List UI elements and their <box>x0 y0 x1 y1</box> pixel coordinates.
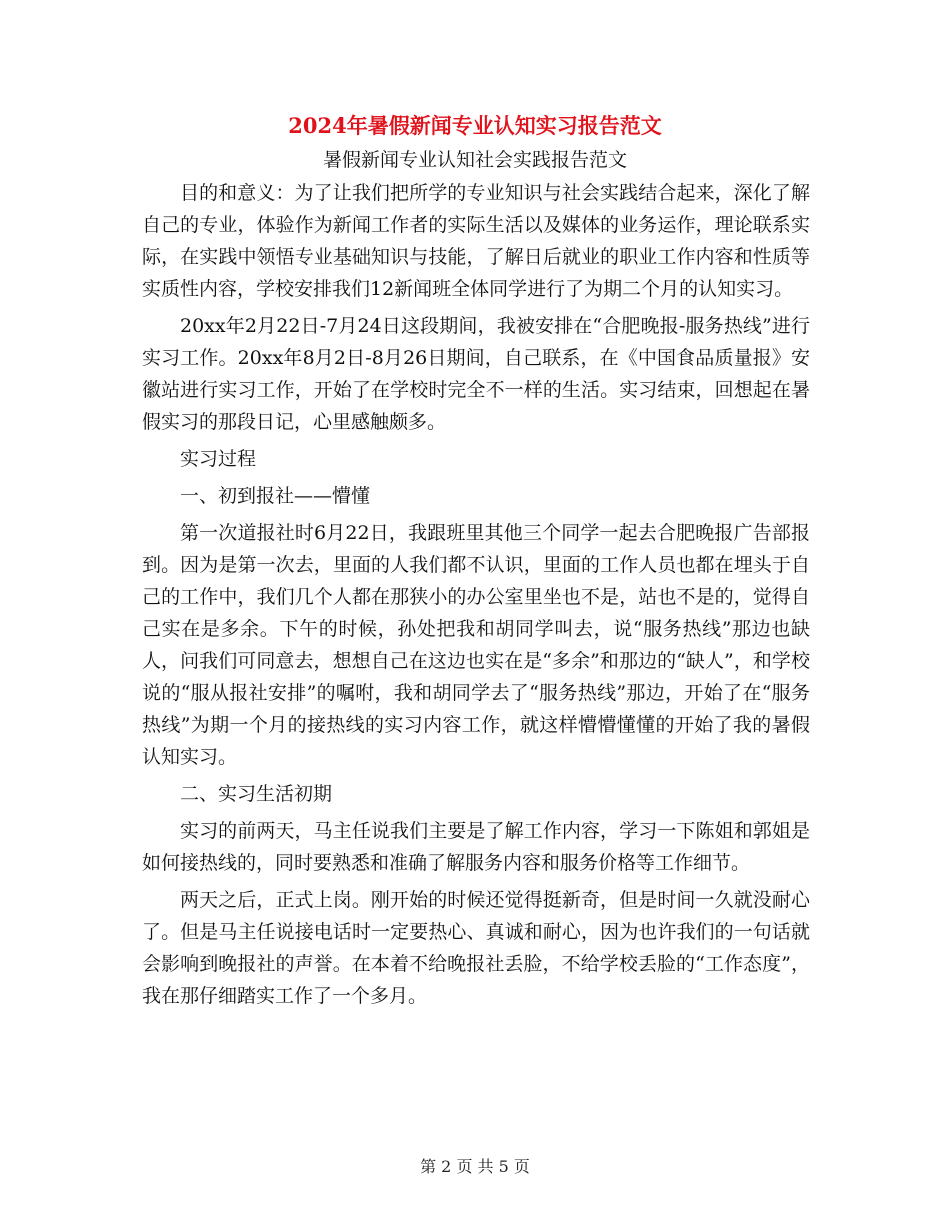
paragraph-schedule: 20xx年2月22日-7月24日这段期间，我被安排在“合肥晚报-服务热线”进行实习工作。20xx年8月2日-8月26日期间，自己联系，在《中国食品质量报》安徽站进行实习工作，开始了在学校时完全不一样的生活。实习结束，回想起在暑假实习的那段日记，心里感触颇多。 <box>142 315 810 433</box>
document-subtitle: 暑假新闻专业认知社会实践报告范文 <box>322 149 627 171</box>
section-heading-1: 一、初到报社——懵懂 <box>180 485 371 507</box>
paragraph-purpose: 目的和意义：为了让我们把所学的专业知识与社会实践结合起来，深化了解自己的专业，体验作为新闻工作者的实际生活以及媒体的业务运作，理论联系实际，在实践中领悟专业基础知识与技能，了解日后就业的职业工作内容和性质等实质性内容，学校安排我们12新闻班全体同学进行了为期二个月的认知实习。 <box>142 182 810 300</box>
document-title: 2024年暑假新闻专业认知实习报告范文 <box>288 113 662 138</box>
document-body <box>142 177 810 1017</box>
page-number-footer: 第 2 页 共 5 页 <box>420 1157 530 1176</box>
paragraph-first-day: 第一次道报社时6月22日，我跟班里其他三个同学一起去合肥晚报广告部报到。因为是第一次去，里面的人我们都不认识，里面的工作人员也都在埋头于自己的工作中，我们几个人都在那狭小的办公室里坐也不是，站也不是的，觉得自己实在是多余。下午的时候，孙处把我和胡同学叫去，说“服务热线”那边也缺人，问我们可同意去，想想自己在这边也实在是“多余”和那边的“缺人”，和学校说的“服从报社安排”的嘱咐，我和胡同学去了“服务热线”那边，开始了在“服务热线”为期一个月的接热线的实习内容工作，就这样懵懵懂懂的开始了我的暑假认知实习。 <box>142 522 810 768</box>
section-heading-2: 二、实习生活初期 <box>180 783 333 805</box>
section-heading-process: 实习过程 <box>180 448 257 470</box>
paragraph-first-two-days: 实习的前两天，马主任说我们主要是了解工作内容，学习一下陈姐和郭姐是如何接热线的，同时要熟悉和准确了解服务内容和服务价格等工作细节。 <box>142 820 810 874</box>
paragraph-on-duty: 两天之后，正式上岗。刚开始的时候还觉得挺新奇，但是时间一久就没耐心了。但是马主任说接电话时一定要热心、真诚和耐心，因为也许我们的一句话就会影响到晚报社的声誉。在本着不给晚报社丢脸，不给学校丢脸的“工作态度”，我在那仔细踏实工作了一个多月。 <box>142 889 810 1007</box>
